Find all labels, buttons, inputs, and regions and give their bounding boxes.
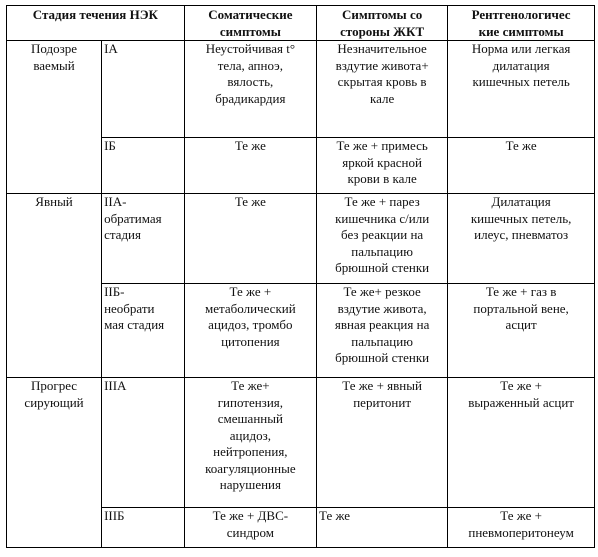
header-row	[7, 6, 595, 41]
substage-cell: IIIA	[102, 378, 185, 508]
nek-staging-table	[6, 5, 595, 548]
table-row	[7, 378, 595, 508]
gi-cell: Те же + явный перитонит	[317, 378, 448, 508]
table-row	[7, 194, 595, 284]
header-stage: Стадия течения НЭК	[7, 6, 185, 41]
xray-cell: Дилатация кишечных петель, илеус, пневматоз	[448, 194, 595, 284]
substage-cell: IA	[102, 41, 185, 138]
gi-cell: Те же + парез кишечника с/или без реакции на пальпацию брюшной стенки	[317, 194, 448, 284]
xray-cell: Те же + пневмоперитонеум	[448, 508, 595, 548]
somatic-cell: Те же + метаболический ацидоз, тромбо цитопения	[184, 284, 316, 378]
xray-cell: Те же	[448, 138, 595, 194]
gi-cell: Незначительное вздутие живота+ скрытая кровь в кале	[317, 41, 448, 138]
gi-cell: Те же	[317, 508, 448, 548]
stage-cell-overt: Явный	[7, 194, 102, 378]
substage-cell: IIIБ	[102, 508, 185, 548]
header-xray: Рентгенологичес кие симптомы	[448, 6, 595, 41]
somatic-cell: Неустойчивая t° тела, апноэ, вялость, брадикардия	[184, 41, 316, 138]
somatic-cell: Те же+ гипотензия, смешанный ацидоз, нейтропения, коагуляционные нарушения	[184, 378, 316, 508]
header-somatic: Соматические симптомы	[184, 6, 316, 41]
table-row	[7, 41, 595, 138]
nek-staging-table-container	[6, 5, 595, 548]
somatic-cell: Те же + ДВС- синдром	[184, 508, 316, 548]
somatic-cell: Те же	[184, 138, 316, 194]
somatic-cell: Те же	[184, 194, 316, 284]
gi-cell: Те же + примесь яркой красной крови в кале	[317, 138, 448, 194]
xray-cell: Те же + газ в портальной вене, асцит	[448, 284, 595, 378]
substage-cell: IIБ- необрати мая стадия	[102, 284, 185, 378]
gi-cell: Те же+ резкое вздутие живота, явная реакция на пальпацию брюшной стенки	[317, 284, 448, 378]
stage-cell-progressive: Прогрес сирующий	[7, 378, 102, 548]
substage-cell: IБ	[102, 138, 185, 194]
substage-cell: IIA- обратимая стадия	[102, 194, 185, 284]
xray-cell: Норма или легкая дилатация кишечных петель	[448, 41, 595, 138]
xray-cell: Те же + выраженный асцит	[448, 378, 595, 508]
header-gi: Симптомы со стороны ЖКТ	[317, 6, 448, 41]
stage-cell-suspected: Подозре ваемый	[7, 41, 102, 194]
